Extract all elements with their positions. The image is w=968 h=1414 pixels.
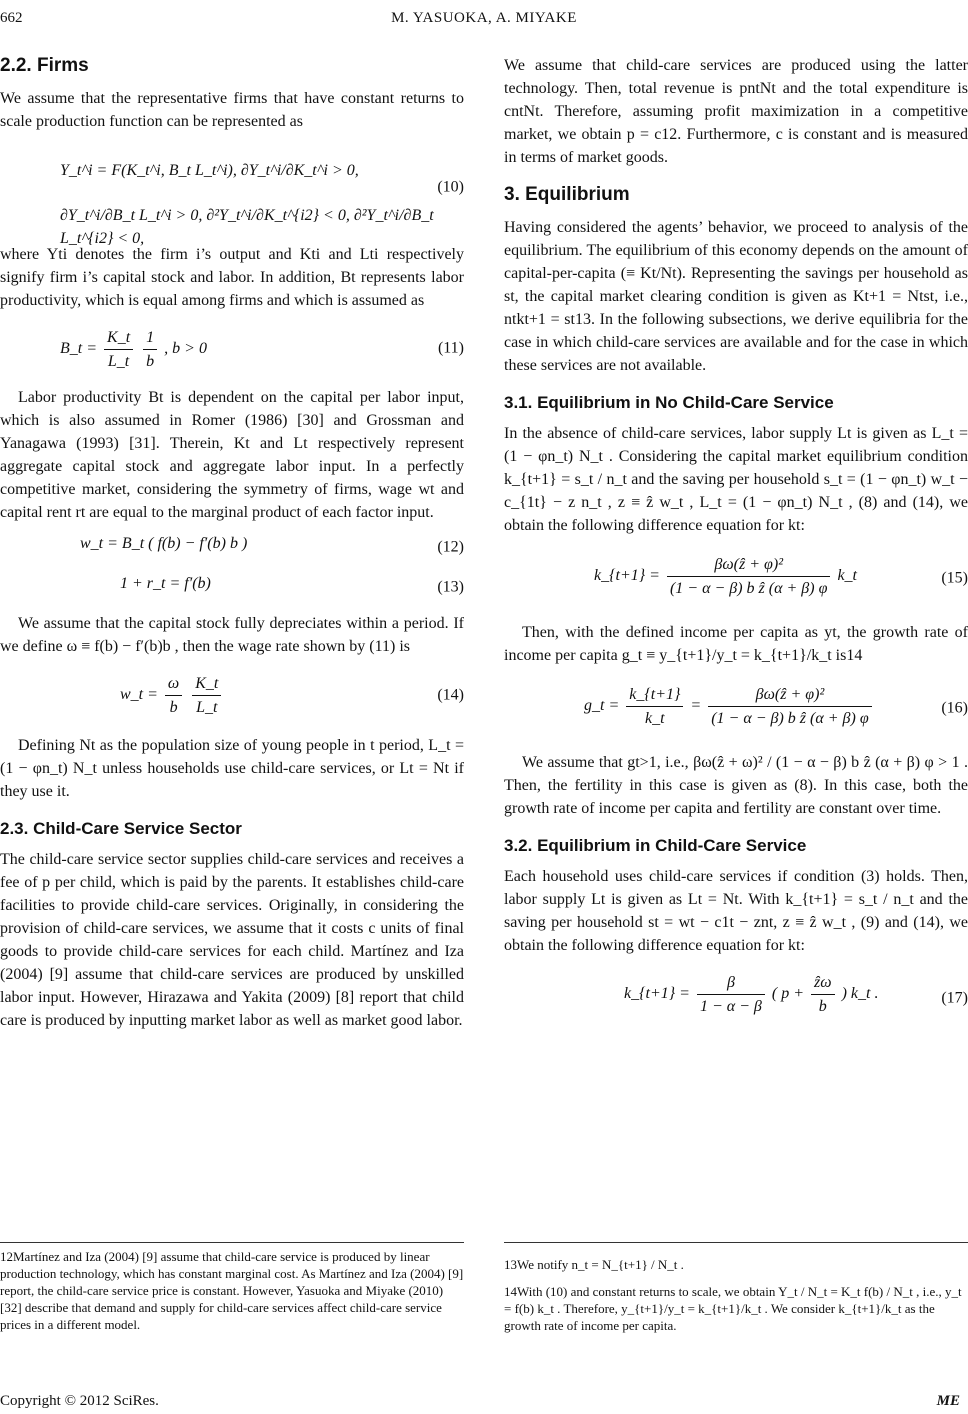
journal-abbrev: ME — [936, 1393, 960, 1409]
numerator: ẑω — [811, 971, 835, 995]
paragraph: where Yti denotes the firm i’s output and Kti and Lti respectively signify firm i’s capital stock and labor. In addition, Bt represents labor productivity, which is equal among firms and which is assumed as — [0, 246, 464, 309]
copyright: Copyright © 2012 SciRes. — [0, 1393, 159, 1409]
paragraph: The child-care service sector supplies child-care services and receives a fee of p per child, which is paid by the parents. It establishes child-care facilities to provide child-care services. Originally, in considering the provision of child-care services, we assume that it costs c units of final goods to provide child-care services for each child. Martínez and Iza (2004) [9] assume that child-care services are produced by unskilled labor input. However, Hirazawa and Yakita (2009) [8] report that child care is produced by inputting market labor as well as market good labor. — [0, 851, 464, 1029]
footnote-text: 12Martínez and Iza (2004) [9] assume that child-care service is produced by linear production technology, which has constant marginal cost. As Martínez and Iza (2004) [9] report, the child-care service price is constant. However, Yasuoka and Miyake (2010) [32] describe that demand and supply for child-care services affect child-care service prices in a different model. — [0, 1249, 464, 1332]
paragraph: Then, with the defined income per capita as yt, the growth rate of income per capita g_t ≡ y_{t+1}/y_t = k_{t+1}/k_t is14 — [504, 624, 968, 664]
page-number: 662 — [0, 10, 23, 26]
numerator: K_t — [192, 672, 221, 696]
fraction — [104, 326, 133, 373]
equation-16: g_t = $\frac{k\_\{t+1\}}{k\_t}$ = $\frac{\text{βω(ẑ + φ)²}}{\text{(1 − α − β) b ẑ (α + β) φ}}$ (16) — [504, 675, 968, 741]
equation-number: (10) — [437, 178, 464, 196]
paragraph: We assume that gt>1, i.e., βω(ẑ + ω)² / (1 − α − β) b ẑ (α + β) φ > 1 . Then, the fertility in this case is given as (8). In this case, both the growth rate of income per capita and fertility are constant over time. — [504, 754, 968, 817]
equation-10-line1: Y_t^i = F(K_t^i, B_t L_t^i), ∂Y_t^i/∂K_t^i > 0, — [60, 162, 359, 179]
equation-12-body: w_t = B_t ( f(b) − f′(b) b ) — [80, 535, 248, 552]
denominator: (1 − α − β) b ẑ (α + β) φ — [711, 710, 869, 727]
footnotes-13-14 — [504, 1242, 968, 1334]
paragraph: In the absence of child-care services, labor supply Lt is given as L_t = (1 − φn_t) N_t . Considering the capital market equilibrium condition k_{t+1} = s_t / n_t and the saving per household s_t = (1 − φn_t) w_t − c_{1t} − z n_t , z ≡ ẑ w_t , L_t = (1 − φn_t) N_t , (8) and (14), we obtain the following difference equation for kt: — [504, 425, 968, 534]
fraction — [626, 683, 683, 730]
numerator: k_{t+1} — [626, 683, 683, 707]
fraction — [697, 971, 765, 1018]
paragraph: We assume that the representative firms that have constant returns to scale production function can be represented as — [0, 90, 464, 130]
fraction — [708, 683, 872, 730]
equation-number: (16) — [941, 699, 968, 717]
section-heading-firms: 2.2. Firms — [0, 55, 89, 76]
page-header — [0, 10, 968, 34]
eq-lhs: B_t = — [60, 340, 98, 358]
equation-15 — [504, 545, 968, 611]
denominator: L_t — [196, 699, 218, 716]
equation-12 — [0, 532, 464, 562]
fraction — [165, 672, 182, 719]
section-heading-child-care-sector: 2.3. Child-Care Service Sector — [0, 819, 242, 838]
right-column — [504, 54, 968, 1041]
footnote-14: 14With (10) and constant returns to scale, we obtain Y_t / N_t = K_t f(b) / N_t , i.e., y_t = f(b) k_t . Therefore, y_{t+1}/y_t = k_{t+1}/k_t . We consider k_{t+1}/k_t as the growth rate of income per capita. — [504, 1284, 962, 1333]
fraction — [811, 971, 835, 1018]
section-heading-child-care: 3.2. Equilibrium in Child-Care Service — [504, 836, 807, 855]
eq-mid: ( p + — [771, 985, 805, 1003]
left-column — [0, 54, 464, 1040]
paragraph: We assume that child-care services are produced using the latter technology. Then, total revenue is pntNt and the total expenditure is cntNt. Therefore, assuming profit maximization in a competitive market, we obtain p = c12. Furthermore, c is constant and is measured in terms of market goods. — [504, 57, 968, 166]
numerator: βω(ẑ + φ)² — [667, 553, 831, 577]
eq-lhs: k_{t+1} = — [594, 567, 660, 585]
equation-11 — [0, 320, 464, 376]
footnote-12 — [0, 1242, 464, 1333]
numerator: ω — [165, 672, 182, 696]
equation-10-line2: ∂Y_t^i/∂B_t L_t^i > 0, ∂²Y_t^i/∂K_t^{i2} < 0, ∂²Y_t^i/∂B_t L_t^{i2} < 0, — [60, 207, 434, 247]
paragraph: Having considered the agents’ behavior, we proceed to analysis of the equilibrium. The equilibrium of this economy depends on the amount of capital-per-capita (≡ Kt/Nt). Representing the savings per household as st, the capital market clearing condition is given as Kt+1 = Ntst, i.e., ntkt+1 = st13. In the following subsections, we derive equilibria for the case in which child-care services are available and for the case in which these services are not available. — [504, 219, 968, 374]
equation-number: (12) — [437, 538, 464, 556]
eq-lhs: k_{t+1} = — [624, 985, 690, 1003]
fraction — [192, 672, 221, 719]
fraction — [143, 326, 157, 373]
paragraph: Each household uses child-care services if condition (3) holds. Then, labor supply Lt is given as Lt = Nt. With k_{t+1} = s_t / n_t and the saving per household st = wt − c1t − znt, z ≡ ẑ w_t , (9) and (14), we obtain the following difference equation for kt: — [504, 868, 968, 954]
section-heading-equilibrium: 3. Equilibrium — [504, 184, 630, 205]
fraction — [667, 553, 831, 600]
equation-13-body: 1 + r_t = f′(b) — [120, 575, 211, 592]
numerator: βω(ẑ + φ)² — [708, 683, 872, 707]
equation-17 — [504, 965, 968, 1031]
denominator: 1 − α − β — [699, 998, 762, 1015]
eq-lhs: w_t = — [120, 686, 158, 704]
denominator: b — [169, 699, 178, 716]
footnote-13: 13We notify n_t = N_{t+1} / N_t . — [504, 1257, 684, 1272]
numerator: K_t — [104, 326, 133, 350]
denominator: (1 − α − β) b ẑ (α + β) φ — [669, 580, 828, 597]
equation-13 — [0, 572, 464, 602]
numerator: β — [697, 971, 765, 995]
equation-10 — [0, 141, 464, 247]
denominator: b — [818, 998, 827, 1015]
paragraph: Labor productivity Bt is dependent on the capital per labor input, which is also assumed in Romer (1986) [30] and Grossman and Yanagawa (1993) [31]. Therein, Kt and Lt respectively represent aggregate capital stock and aggregate labor input. In a perfectly competitive market, considering the symmetry of firms, wage wt and capital rent rt are equal to the marginal product of each factor input. — [0, 389, 464, 521]
equation-number: (17) — [941, 989, 968, 1007]
equation-number: (11) — [437, 339, 464, 357]
eq-rhs: ) k_t . — [841, 985, 879, 1003]
numerator: 1 — [143, 326, 157, 350]
paragraph: Defining Nt as the population size of young people in t period, L_t = (1 − φn_t) N_t unless households use child-care services, or Lt = Nt if they use it. — [0, 737, 464, 800]
equation-number: (13) — [437, 578, 464, 596]
paragraph: We assume that the capital stock fully depreciates within a period. If we define ω ≡ f(b) − f′(b)b , then the wage rate shown by (11) is — [0, 615, 464, 655]
section-heading-no-child-care: 3.1. Equilibrium in No Child-Care Service — [504, 393, 834, 412]
equation-number: (14) — [437, 686, 464, 704]
equation-14 — [0, 666, 464, 724]
denominator: L_t — [107, 353, 130, 370]
denominator: b — [146, 353, 155, 370]
equation-number: (15) — [941, 569, 968, 587]
eq-rest: , b > 0 — [164, 340, 207, 358]
eq-lhs: g_t = — [584, 697, 620, 715]
running-head: M. YASUOKA, A. MIYAKE — [391, 10, 577, 26]
denominator: k_t — [645, 710, 665, 727]
eq-rhs: k_t — [837, 567, 857, 585]
